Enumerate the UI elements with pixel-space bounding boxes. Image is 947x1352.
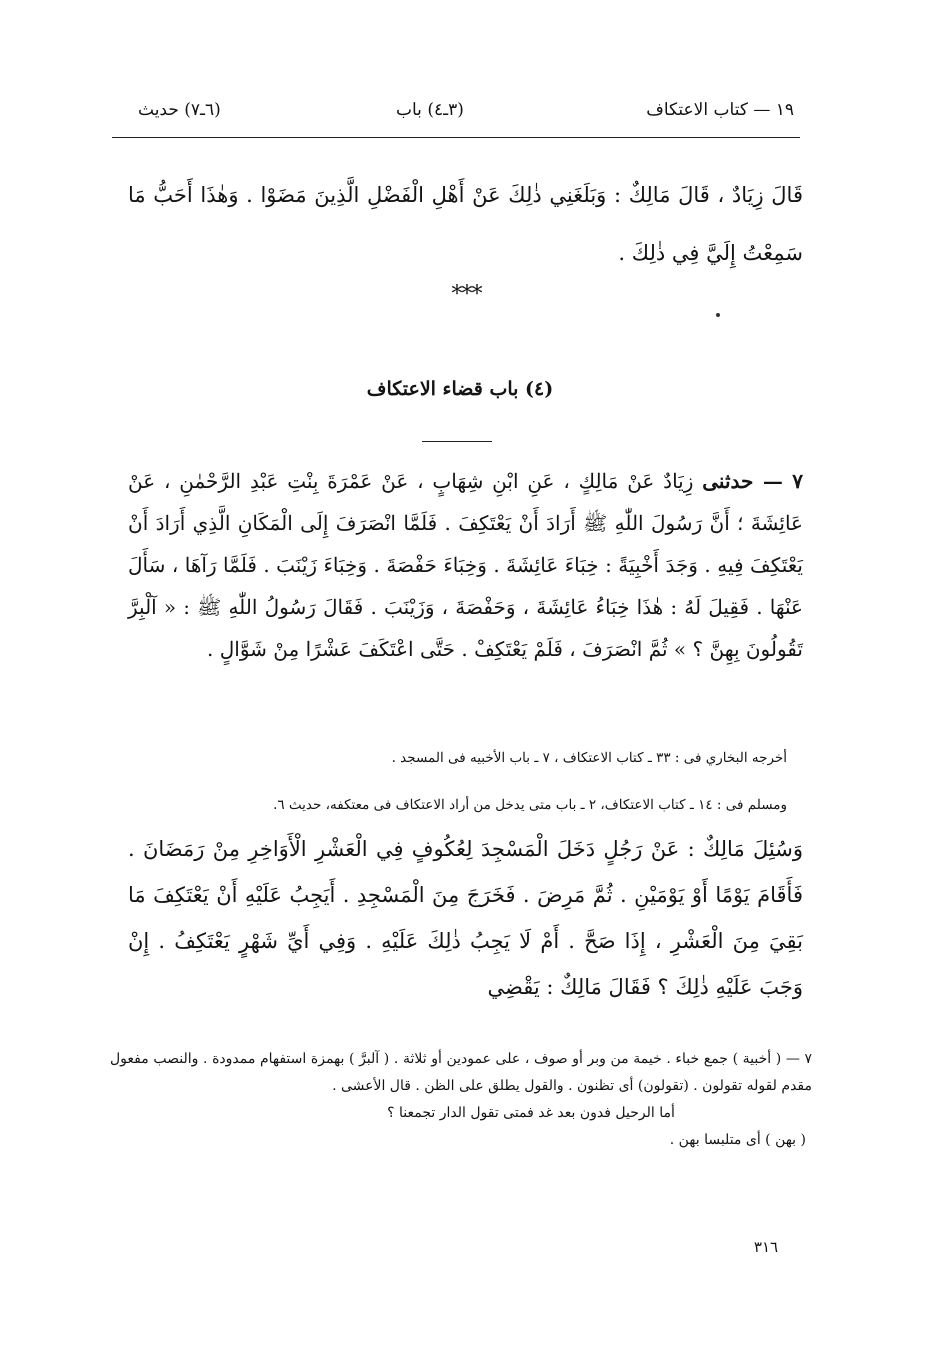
hadith-body — [128, 460, 803, 670]
hadith-number: ٧ — حدثنى — [702, 469, 804, 493]
question-text: وَسُئِلَ مَالِكٌ : عَنْ رَجُلٍ دَخَلَ الْمَسْجِدَ لِعُكُوفٍ فِي الْعَشْرِ الْأَوَاخِرِ مِنْ رَمَضَانَ . فَأَقَامَ يَوْمًا أَوْ يَوْمَيْنِ . ثُمَّ مَرِضَ . فَخَرَجَ مِنَ الْمَسْجِدِ . أَيَجِبُ عَلَيْهِ أَنْ يَعْتَكِفَ مَا بَقِيَ مِنَ الْعَشْرِ ، إِذَا صَحَّ . أَمْ لَا يَجِبُ ذٰلِكَ عَلَيْهِ . وَفِي أَيِّ شَهْرٍ يَعْتَكِفُ . إِنْ وَجَبَ عَلَيْهِ ذٰلِكَ ؟ فَقَالَ مَالِكٌ : يَقْضِي — [128, 837, 803, 999]
print-speck — [716, 313, 720, 317]
book-title: ١٩ — كتاب الاعتكاف — [646, 100, 794, 120]
poetry-verse: أما الرحيل فدون بعد غد فمتى تقول الدار تجمعنا ؟ — [387, 1105, 675, 1121]
footnote-7: ٧ — ( أخبية ) جمع خباء . خيمة من وبر أو صوف ، على عمودين أو ثلاثة . ( آلبرَّ ) بهمزة استفهام ممدودة . والنصب مفعول مقدم لقوله تقولون . (تقولون) أى تظنون . والقول يطلق على الظن . قال الأعشى . — [110, 1051, 812, 1094]
section-separator: * * * — [451, 282, 479, 307]
takhrij-bukhari: أخرجه البخاري فى : ٣٣ ـ كتاب الاعتكاف ، ٧ ـ باب الأخبيه فى المسجد . — [391, 750, 787, 766]
page-number: ٣١٦ — [753, 1238, 779, 1256]
hadith-text: زِيَادٌ عَنْ مَالِكٍ ، عَنِ ابْنِ شِهَابٍ ، عَنْ عَمْرَةَ بِنْتِ عَبْدِ الرَّحْمٰنِ ، عَنْ عَائِشَةَ ؛ أَنَّ رَسُولَ اللّٰهِ ﷺ أَرَادَ أَنْ يَعْتَكِفَ . فَلَمَّا انْصَرَفَ إِلَى الْمَكَانِ الَّذِي أَرَادَ أَنْ يَعْتَكِفَ فِيهِ . وَجَدَ أَخْبِيَةً : خِبَاءَ عَائِشَةَ . وَخِبَاءَ حَفْصَةَ . وَخِبَاءَ زَيْنَبَ . فَلَمَّا رَآهَا ، سَأَلَ عَنْهَا . فَقِيلَ لَهُ : هٰذَا خِبَاءُ عَائِشَةَ ، وَحَفْصَةَ ، وَزَيْنَبَ . فَقَالَ رَسُولُ اللّٰهِ ﷺ : « آلْبِرَّ تَقُولُونَ بِهِنَّ ؟ » ثُمَّ انْصَرَفَ ، فَلَمْ يَعْتَكِفْ . حَتَّى اعْتَكَفَ عَشْرًا مِنْ شَوَّالٍ . — [128, 469, 803, 661]
intro-text: قَالَ زِيَادٌ ، قَالَ مَالِكٌ : وَبَلَغَنِي ذٰلِكَ عَنْ أَهْلِ الْفَضْلِ الَّذِينَ مَضَوْا . وَهٰذَا أَحَبُّ مَا سَمِعْتُ إِلَيَّ فِي ذٰلِكَ . — [128, 183, 803, 265]
running-header — [118, 100, 794, 132]
chapter-heading: (٤) باب قضاء الاعتكاف — [366, 378, 554, 400]
header-divider — [112, 137, 800, 138]
question-paragraph — [128, 826, 803, 1010]
takhrij-muslim: ومسلم فى : ١٤ ـ كتاب الاعتكاف، ٢ ـ باب متى يدخل من أراد الاعتكاف فى معتكفه، حديث ٦. — [273, 797, 787, 813]
footnote-bihinna: ( بهن ) أى متلبسا بهن . — [669, 1132, 806, 1148]
intro-paragraph — [128, 166, 803, 282]
heading-divider — [422, 441, 492, 442]
hadith-paragraph — [128, 460, 803, 670]
chapter-reference: (٣ـ٤) باب — [396, 100, 464, 120]
footnotes — [110, 1046, 812, 1154]
hadith-reference: (٦ـ٧) حديث — [138, 100, 221, 120]
